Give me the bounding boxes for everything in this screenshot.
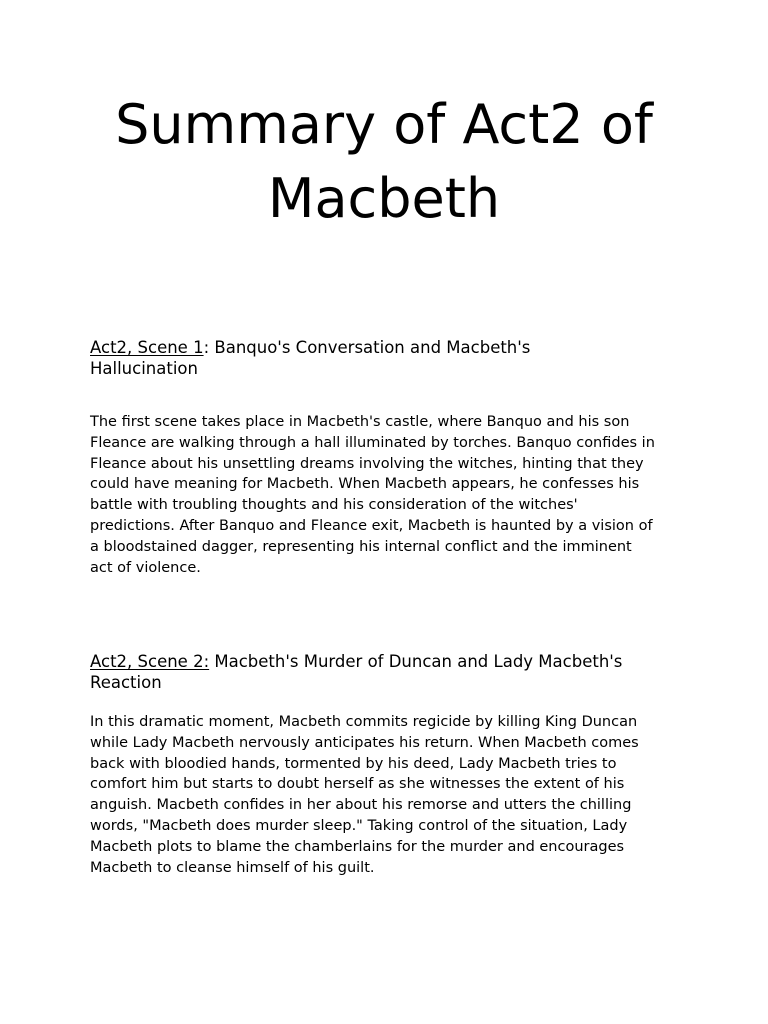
scene-2-heading <box>90 651 690 693</box>
title-line: Summary of Act2 of <box>115 93 653 156</box>
paragraph-line: predictions. After Banquo and Fleance exit, Macbeth is haunted by a vision of <box>90 517 653 534</box>
scene-1-heading-text: Hallucination <box>90 359 198 378</box>
paragraph-line: Macbeth plots to blame the chamberlains for the murder and encourages <box>90 838 625 855</box>
paragraph-line: comfort him but starts to doubt herself as she witnesses the extent of his <box>90 776 625 793</box>
scene-2-label: Act2, Scene 2: <box>90 652 210 671</box>
paragraph-line: anguish. Macbeth confides in her about his remorse and utters the chilling <box>90 797 632 814</box>
title-line: Macbeth <box>267 167 501 230</box>
scene-2-heading-text: Reaction <box>90 673 162 692</box>
scene-2-summary <box>90 712 690 878</box>
paragraph-line: battle with troubling thoughts and his consideration of the witches' <box>90 497 578 514</box>
scene-1-summary <box>90 412 690 578</box>
scene-1-heading <box>90 337 690 379</box>
document-title <box>0 88 768 236</box>
paragraph-line: while Lady Macbeth nervously anticipates his return. When Macbeth comes <box>90 734 639 751</box>
scene-1-heading-text: Banquo's Conversation and Macbeth's <box>209 338 531 357</box>
scene-1-label: Act2, Scene 1 <box>90 338 204 357</box>
paragraph-line: words, "Macbeth does murder sleep." Taking control of the situation, Lady <box>90 817 628 834</box>
paragraph-line: Fleance about his unsettling dreams involving the witches, hinting that they <box>90 455 644 472</box>
paragraph-line: Macbeth to cleanse himself of his guilt. <box>90 859 375 876</box>
paragraph-line: a bloodstained dagger, representing his internal conflict and the imminent <box>90 538 632 555</box>
scene-2-heading-text: Macbeth's Murder of Duncan and Lady Macbeth's <box>209 652 623 671</box>
paragraph-line: could have meaning for Macbeth. When Macbeth appears, he confesses his <box>90 476 640 493</box>
paragraph-line: In this dramatic moment, Macbeth commits regicide by killing King Duncan <box>90 714 638 730</box>
paragraph-line: The first scene takes place in Macbeth's castle, where Banquo and his son <box>90 414 630 430</box>
scene-1-separator: : <box>203 338 210 357</box>
paragraph-line: Fleance are walking through a hall illuminated by torches. Banquo confides in <box>90 434 655 451</box>
paragraph-line: back with bloodied hands, tormented by his deed, Lady Macbeth tries to <box>90 755 617 772</box>
paragraph-line: act of violence. <box>90 559 201 576</box>
